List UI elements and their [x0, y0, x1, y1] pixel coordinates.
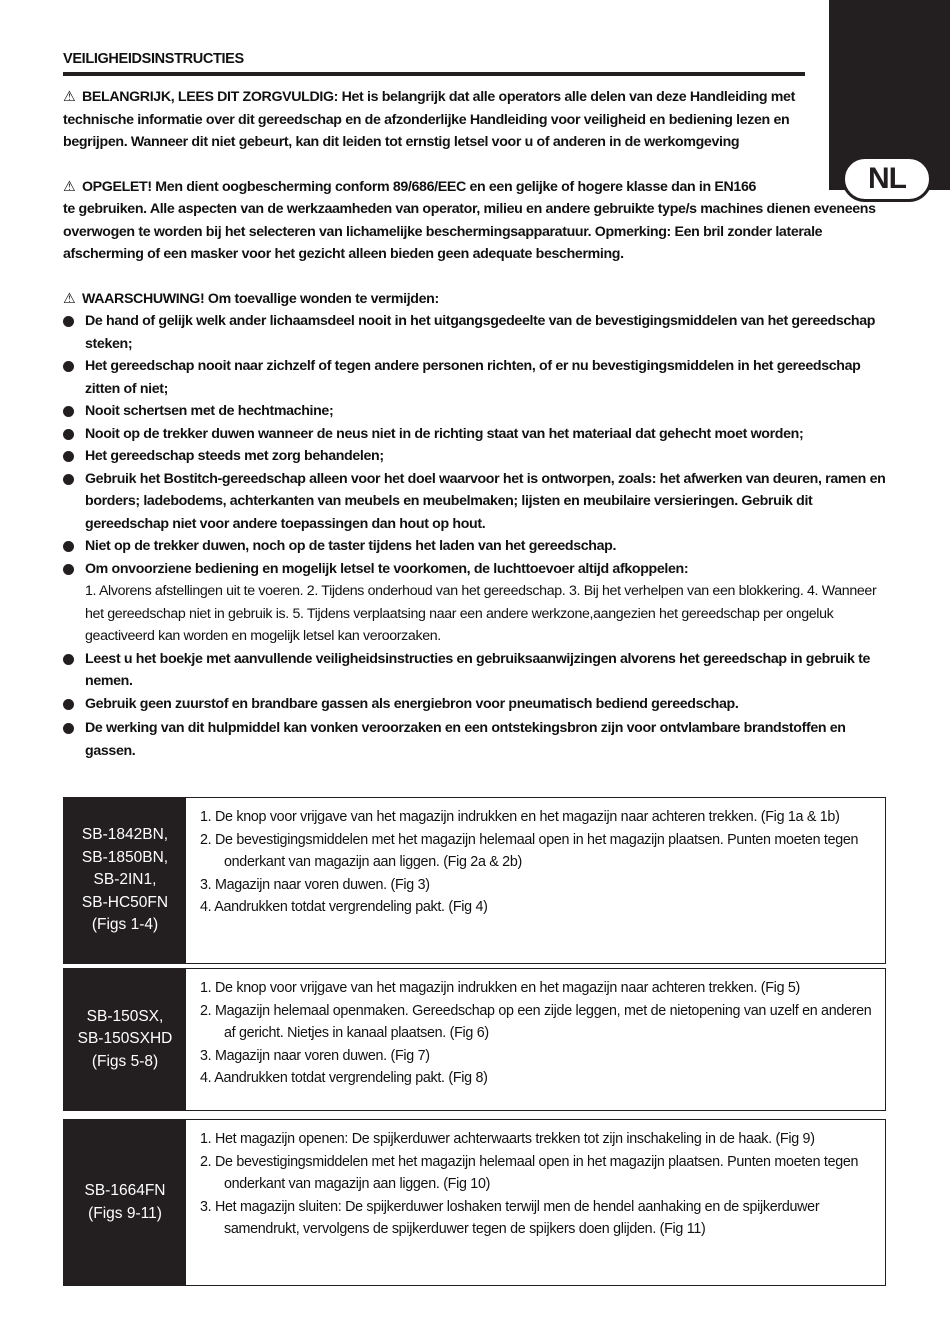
caution-paragraph [63, 176, 893, 266]
step-item: 2. Magazijn helemaal openmaken. Gereedschap op een zijde leggen, met de nietopening van uzelf en anderen af gericht. Nietjes in kanaal plaatsen. (Fig 6) [200, 1002, 872, 1041]
bullet-text: Leest u het boekje met aanvullende veiligheidsinstructies en gebruiksaanwijzingen alvorens het gereedschap in gebruik te nemen. [85, 650, 871, 689]
language-badge: NL [842, 156, 932, 202]
bullet-text: Gebruik geen zuurstof en brandbare gassen als energiebron voor pneumatisch bediend gereedschap. [85, 695, 739, 712]
model-cell [64, 969, 186, 1110]
model-name: SB-2IN1, [93, 871, 157, 889]
bullet-text: De hand of gelijk welk ander lichaamsdeel nooit in het uitgangsgedeelte van de bevestigingsmiddelen van het gereedschap steken; [85, 313, 876, 352]
bullet-text: Niet op de trekker duwen, noch op de taster tijdens het laden van het gereedschap. [85, 538, 617, 554]
model-name: (Figs 9-11) [88, 1204, 162, 1222]
bullet-item [63, 355, 893, 400]
caution-text-rest: te gebruiken. Alle aspecten van de werkzaamheden van operator, milieu en andere gebruikte type/s machines dienen eveneens overwogen te worden bij het selecteren van lichamelijke beschermingsapparatuur. Opmerking: Een bril zonder laterale afscherming of een masker voor het gezicht alleen bieden geen adequate bescherming. [63, 201, 876, 262]
bullet-text: Om onvoorziene bediening en mogelijk letsel te voorkomen, de luchttoevoer altijd afkoppelen: [85, 560, 689, 577]
bullet-item [63, 423, 893, 446]
bullet-dot-icon [63, 451, 74, 462]
warning-triangle-icon: ⚠ [63, 178, 76, 195]
steps-cell [186, 1120, 885, 1285]
bullet-dot-icon [63, 541, 74, 552]
bullet-dot-icon [63, 564, 74, 575]
bullet-item [63, 468, 893, 536]
bullet-dot-icon [63, 474, 74, 485]
warning-text: WAARSCHUWING! Om toevallige wonden te vermijden: [82, 290, 439, 307]
steps-cell [186, 798, 885, 963]
bullet-text: Nooit op de trekker duwen wanneer de neus niet in de richting staat van het materiaal dat gehecht moet worden; [85, 425, 804, 442]
bullet-text: De werking van dit hulpmiddel kan vonken veroorzaken en een ontstekingsbron zijn voor ontvlambare brandstoffen en gassen. [85, 720, 846, 759]
bullet-text: Nooit schertsen met de hechtmachine; [85, 403, 334, 419]
model-name: SB-HC50FN [81, 893, 169, 911]
step-item: 1. De knop voor vrijgave van het magazijn indrukken en het magazijn naar achteren trekken. (Fig 1a & 1b) [200, 809, 840, 825]
instruction-table-2 [63, 968, 886, 1111]
step-item: 2. De bevestigingsmiddelen met het magazijn helemaal open in het magazijn plaatsen. Punten moeten tegen onderkant van magazijn aan liggen. (Fig 10) [200, 1153, 859, 1192]
step-item: 3. Magazijn naar voren duwen. (Fig 3) [200, 876, 430, 893]
bullet-item [63, 400, 893, 423]
caution-first-line [63, 176, 893, 199]
warning-bullet-list [63, 310, 893, 762]
step-item: 4. Aandrukken totdat vergrendeling pakt. (Fig 8) [200, 1070, 488, 1086]
model-name: SB-1850BN, [81, 848, 169, 866]
model-name: (Figs 5-8) [91, 1052, 159, 1070]
caution-text-line1: OPGELET! Men dient oogbescherming conform 89/686/EEC en een gelijke of hogere klasse dan in EN166 [82, 178, 757, 195]
warning-triangle-icon: ⚠ [63, 89, 76, 105]
bullet-item [63, 310, 893, 355]
bullet-dot-icon [63, 699, 74, 710]
step-item: 3. Magazijn naar voren duwen. (Fig 7) [200, 1047, 430, 1064]
bullet-item [63, 693, 893, 716]
warning-triangle-icon: ⚠ [63, 290, 76, 307]
bullet-text: Het gereedschap steeds met zorg behandelen; [85, 448, 384, 464]
bullet-subtext: 1. Alvorens afstellingen uit te voeren. 2. Tijdens onderhoud van het gereedschap. 3. Bij het verhelpen van een blokkering. 4. Wanneer het gereedschap niet in gebruik is. 5. Tijdens verplaatsing naar een andere werkzone,aangezien het gereedschap per ongeluk geactiveerd kan worden en mogelijk letsel kan veroorzaken. [85, 583, 877, 644]
bullet-dot-icon [63, 406, 74, 417]
bullet-dot-icon [63, 361, 74, 372]
bullet-item [63, 558, 893, 648]
model-name: SB-1664FN [84, 1182, 166, 1199]
model-name: SB-1842BN, [81, 826, 169, 844]
bullet-dot-icon [63, 654, 74, 665]
section-heading: VEILIGHEIDSINSTRUCTIES [63, 48, 805, 76]
step-item: 4. Aandrukken totdat vergrendeling pakt. (Fig 4) [200, 899, 488, 915]
step-item: 1. Het magazijn openen: De spijkerduwer achterwaarts trekken tot zijn inschakeling in de haak. (Fig 9) [200, 1131, 815, 1147]
bullet-item [63, 445, 893, 468]
step-item: 2. De bevestigingsmiddelen met het magazijn helemaal open in het magazijn plaatsen. Punten moeten tegen onderkant van magazijn aan liggen. (Fig 2a & 2b) [200, 831, 859, 870]
model-name: (Figs 1-4) [91, 916, 159, 934]
bullet-item [63, 648, 893, 693]
important-text: BELANGRIJK, LEES DIT ZORGVULDIG: Het is belangrijk dat alle operators alle delen van deze Handleiding met technische informatie over dit gereedschap en de afzonderlijke Handleiding voor veiligheid en bediening lezen en begrijpen. Wanneer dit niet gebeurt, kan dit leiden tot ernstig letsel voor u of anderen in de werkomgeving [63, 89, 795, 150]
bullet-item [63, 535, 893, 558]
bullet-dot-icon [63, 429, 74, 440]
model-name: SB-150SX, [86, 1007, 164, 1025]
important-paragraph [63, 86, 808, 154]
bullet-dot-icon [63, 723, 74, 734]
bullet-item [63, 717, 893, 762]
step-item: 3. Het magazijn sluiten: De spijkerduwer loshaken terwijl men de hendel aanhaking en de spijkerduwer samendrukt, vervolgens de spijkerduwer tegen de spijkers doen glijden. (Fig 11) [200, 1198, 820, 1237]
instruction-table-3 [63, 1119, 886, 1286]
bullet-dot-icon [63, 316, 74, 327]
warning-paragraph [63, 288, 893, 311]
instruction-table-1 [63, 797, 886, 964]
step-item: 1. De knop voor vrijgave van het magazijn indrukken en het magazijn naar achteren trekken. (Fig 5) [200, 980, 800, 996]
model-name: SB-150SXHD [77, 1030, 173, 1048]
model-cell [64, 1120, 186, 1285]
safety-section [63, 48, 893, 762]
model-cell [64, 798, 186, 963]
bullet-text: Gebruik het Bostitch-gereedschap alleen voor het doel waarvoor het is ontworpen, zoals: het afwerken van deuren, ramen en borders; ladebodems, achterkanten van meubels en meubelmaken; lijsten en meubilaire versieringen. Gebruik dit gereedschap niet voor andere toepassingen dan hout op hout. [85, 470, 886, 532]
steps-cell [186, 969, 885, 1110]
bullet-text: Het gereedschap nooit naar zichzelf of tegen andere personen richten, of er nu bevestigingsmiddelen in het gereedschap zitten of niet; [85, 358, 861, 397]
